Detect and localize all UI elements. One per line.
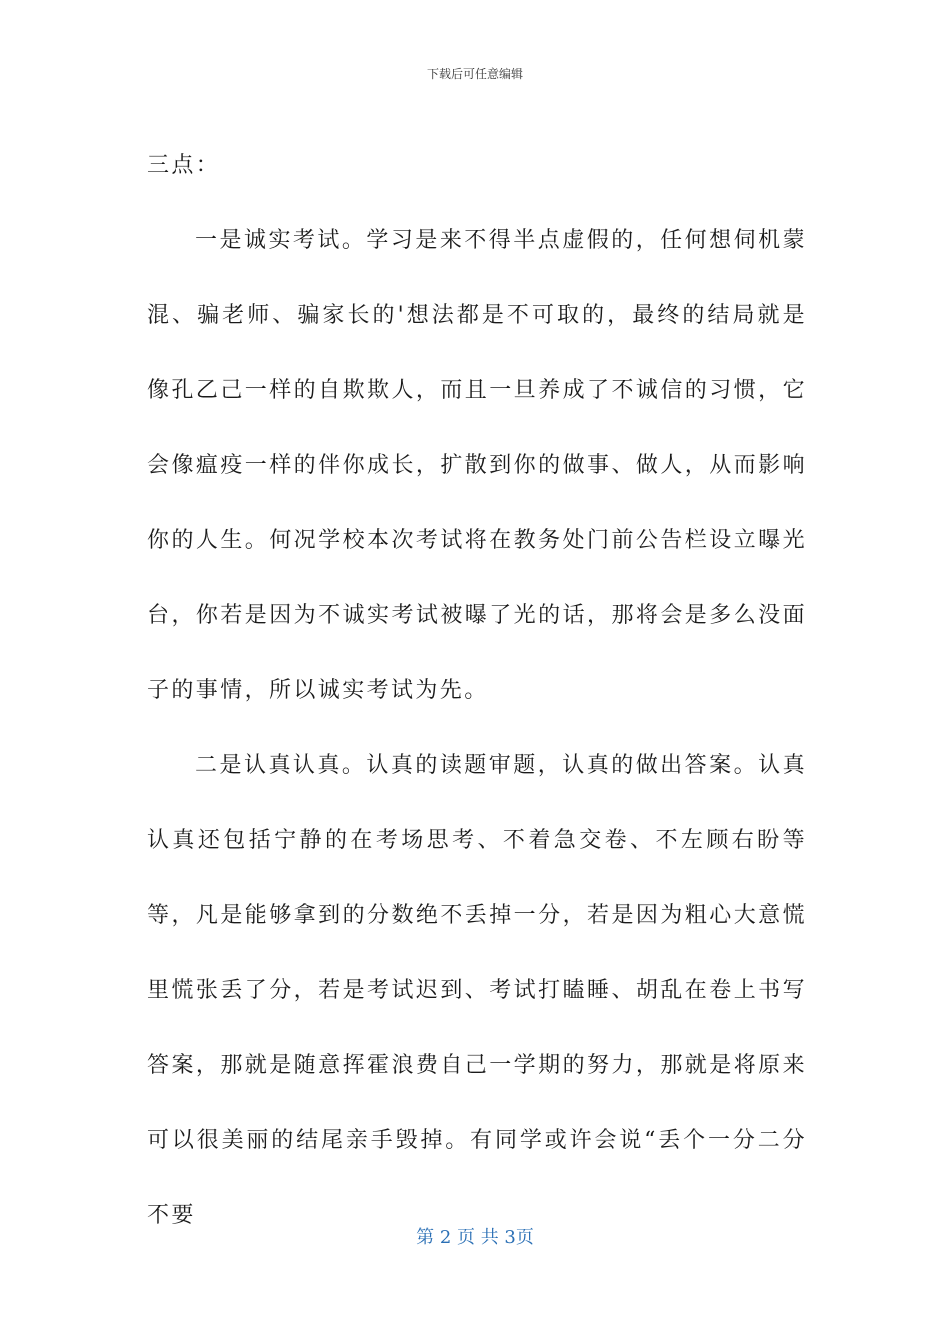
page-header: 下载后可任意编辑	[426, 67, 523, 81]
section-heading: 三点：	[147, 153, 221, 178]
page-number-footer: 第 2 页 共 3页	[416, 1227, 534, 1248]
paragraph: 一是诚实考试。学习是来不得半点虚假的，任何想伺机蒙混、骗老师、骗家长的'想法都是不可取的，最终的结局就是像孔乙己一样的自欺欺人，而且一旦养成了不诚信的习惯，它会像瘟疫一样的伴你成长，扩散到你的做事、做人，从而影响你的人生。何况学校本次考试将在教务处门前公告栏设立曝光台，你若是因为不诚实考试被曝了光的话，那将会是多么没面子的事情，所以诚实考试为先。	[147, 228, 807, 703]
document-body	[147, 128, 807, 1253]
paragraph: 二是认真认真。认真的读题审题，认真的做出答案。认真认真还包括宁静的在考场思考、不着急交卷、不左顾右盼等等，凡是能够拿到的分数绝不丢掉一分，若是因为粗心大意慌里慌张丢了分，若是考试迟到、考试打瞌睡、胡乱在卷上书写答案，那就是随意挥霍浪费自己一学期的努力，那就是将原来可以很美丽的结尾亲手毁掉。有同学或许会说“丢个一分二分不要	[147, 753, 807, 1228]
